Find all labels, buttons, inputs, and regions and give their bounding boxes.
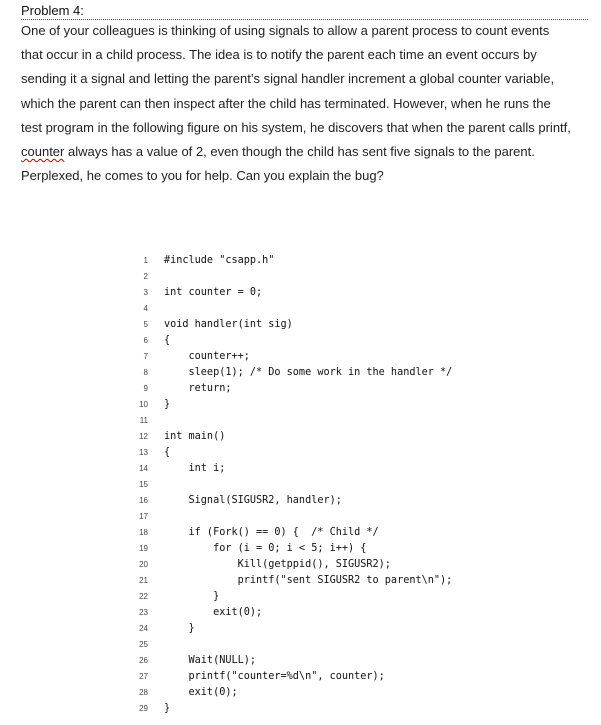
code-text: exit(0); <box>164 607 263 618</box>
problem-header <box>21 3 588 20</box>
code-text: counter++; <box>164 351 250 362</box>
line-number: 27 <box>139 672 148 681</box>
code-text: for (i = 0; i < 5; i++) { <box>164 543 367 554</box>
problem-description <box>21 19 586 188</box>
line-number: 20 <box>139 560 148 569</box>
line-number: 3 <box>143 288 148 297</box>
line-number: 16 <box>139 496 148 505</box>
line-number: 9 <box>143 384 148 393</box>
line-number: 19 <box>139 544 148 553</box>
line-number: 6 <box>143 336 148 345</box>
code-text: int i; <box>164 463 226 474</box>
code-text: printf("sent SIGUSR2 to parent\n"); <box>164 575 453 586</box>
code-text: } <box>164 623 195 634</box>
line-number: 14 <box>139 464 148 473</box>
code-text: Kill(getppid(), SIGUSR2); <box>164 559 391 570</box>
line-number: 17 <box>139 512 148 521</box>
paragraph-line: Perplexed, he comes to you for help. Can you explain the bug? <box>21 168 384 184</box>
line-number: 12 <box>139 432 148 441</box>
line-number: 13 <box>139 448 148 457</box>
line-number: 15 <box>139 480 148 489</box>
code-text: int main() <box>164 431 226 442</box>
code-text: printf("counter=%d\n", counter); <box>164 671 385 682</box>
line-number: 25 <box>139 640 148 649</box>
line-number: 5 <box>143 320 148 329</box>
line-number: 28 <box>139 688 148 697</box>
paragraph-line-rest: always has a value of 2, even though the child has sent five signals to the parent. <box>64 144 535 160</box>
line-number: 2 <box>143 272 148 281</box>
line-number: 10 <box>139 400 148 409</box>
code-text: { <box>164 447 171 458</box>
line-number: 26 <box>139 656 148 665</box>
paragraph-line <box>21 140 586 164</box>
code-text: void handler(int sig) <box>164 319 293 330</box>
paragraph-line: that occur in a child process. The idea is to notify the parent each time an event occurs by <box>21 47 537 63</box>
line-number: 22 <box>139 592 148 601</box>
line-number: 29 <box>139 704 148 713</box>
code-text: #include "csapp.h" <box>164 255 275 266</box>
code-text: Wait(NULL); <box>164 655 257 666</box>
spellcheck-underlined-word: counter <box>21 144 65 160</box>
line-number: 8 <box>143 368 148 377</box>
line-number: 24 <box>139 624 148 633</box>
code-text: exit(0); <box>164 687 238 698</box>
paragraph-line: One of your colleagues is thinking of using signals to allow a parent process to count events <box>21 23 550 38</box>
code-text: if (Fork() == 0) { /* Child */ <box>164 527 379 538</box>
paragraph-line: which the parent can then inspect after the child has terminated. However, when he runs the <box>21 95 551 111</box>
line-number: 4 <box>143 304 148 313</box>
code-text: sleep(1); /* Do some work in the handler */ <box>164 367 453 378</box>
line-number: 21 <box>139 576 148 585</box>
code-text: } <box>164 591 220 602</box>
code-text: { <box>164 335 171 346</box>
paragraph-line: test program in the following figure on his system, he discovers that when the parent calls printf, <box>21 119 571 135</box>
code-text: } <box>164 399 171 410</box>
line-number: 7 <box>143 352 148 361</box>
paragraph-line: sending it a signal and letting the parent’s signal handler increment a global counter variable, <box>21 71 555 87</box>
code-text: } <box>164 703 171 714</box>
code-text: int counter = 0; <box>164 287 263 298</box>
problem-title: Problem 4: <box>21 3 84 18</box>
code-text: Signal(SIGUSR2, handler); <box>164 495 342 506</box>
line-number: 23 <box>139 608 148 617</box>
line-number: 18 <box>139 528 148 537</box>
line-number: 11 <box>139 416 148 425</box>
code-text: return; <box>164 383 232 394</box>
line-number: 1 <box>143 256 148 265</box>
